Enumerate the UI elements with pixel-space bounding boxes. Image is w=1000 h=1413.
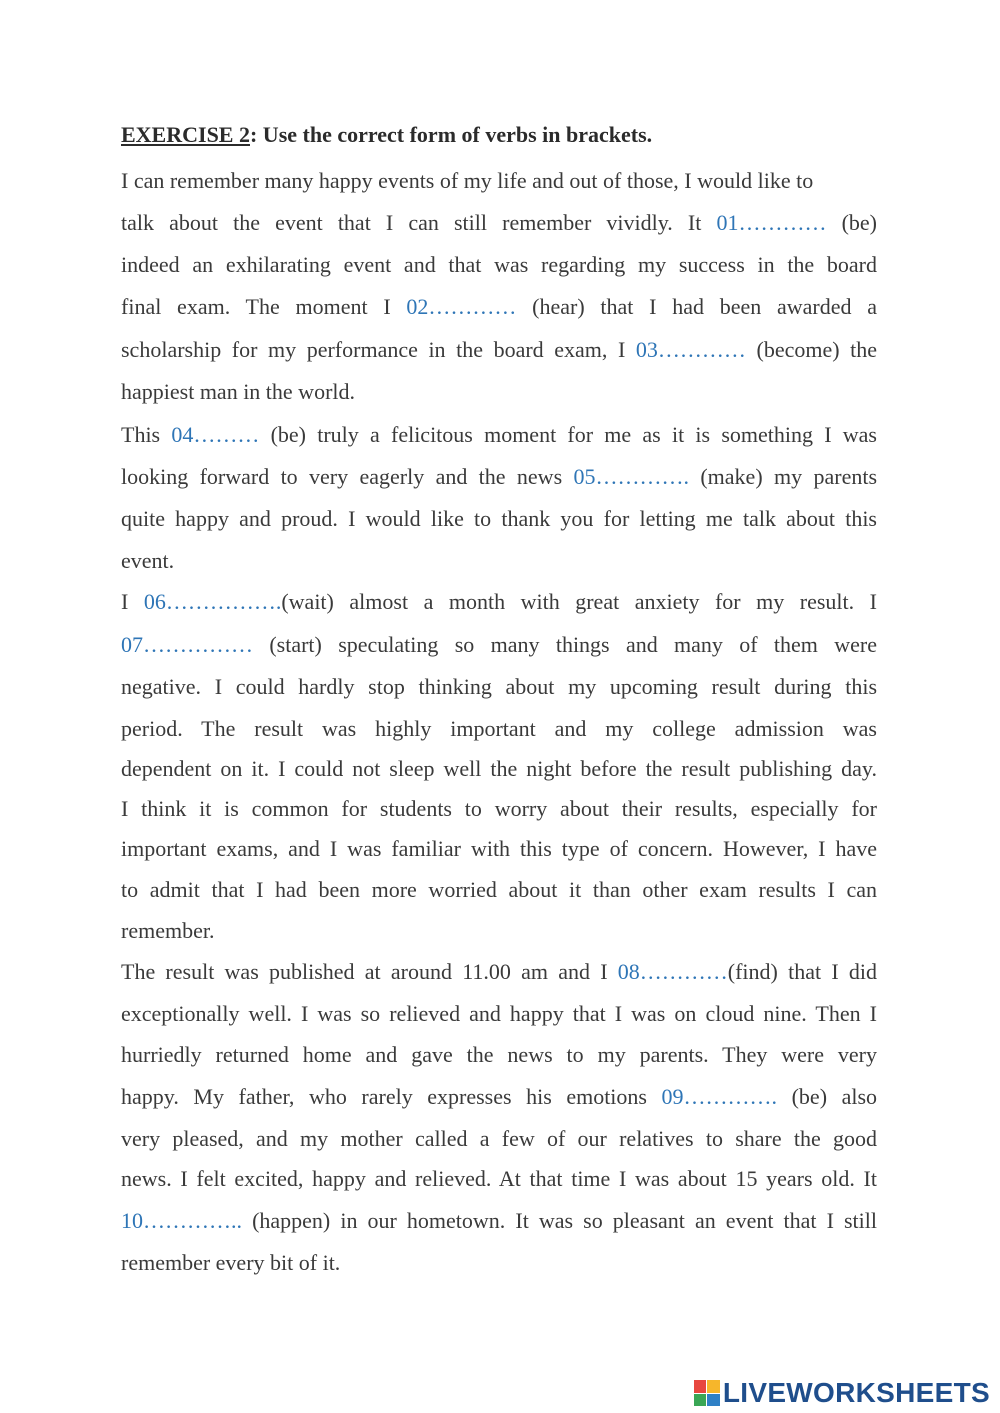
passage-line — [121, 959, 877, 985]
verb-hint: (make) my parents — [689, 464, 878, 489]
answer-blank[interactable]: 08………… — [617, 959, 728, 984]
exercise-number: EXERCISE 2 — [121, 122, 250, 147]
answer-blank[interactable]: 06……………. — [143, 589, 282, 614]
passage-line — [121, 1208, 877, 1234]
verb-hint: (wait) almost a month with great anxiety for my result. I — [281, 589, 877, 614]
answer-blank[interactable]: 03………… — [635, 337, 746, 362]
passage-line: very pleased, and my mother called a few of our relatives to share the good — [121, 1126, 877, 1151]
answer-blank[interactable]: 04……… — [171, 422, 260, 447]
logo-square-green — [694, 1394, 707, 1407]
passage-line: news. I felt excited, happy and relieved. At that time I was about 15 years old. It — [121, 1166, 877, 1191]
passage-line — [121, 210, 877, 236]
verb-hint: (be) — [826, 210, 877, 235]
verb-hint: (be) truly a felicitous moment for me as it is something I was — [259, 422, 877, 447]
logo-square-blue — [707, 1394, 720, 1407]
line-text: I — [121, 589, 144, 614]
passage-line — [121, 464, 877, 490]
answer-blank[interactable]: 02………… — [406, 294, 517, 319]
passage-line — [121, 632, 877, 658]
verb-hint: (start) speculating so many things and many of them were — [253, 632, 877, 657]
line-text: final exam. The moment I — [121, 294, 407, 319]
answer-blank[interactable]: 10………….. — [121, 1208, 242, 1233]
passage-line — [121, 337, 877, 363]
line-text: looking forward to very eagerly and the news — [121, 464, 574, 489]
line-text: happy. My father, who rarely expresses his emotions — [121, 1084, 662, 1109]
passage-line: important exams, and I was familiar with this type of concern. However, I have — [121, 836, 877, 861]
passage-line: event. — [121, 548, 175, 573]
liveworksheets-logo — [694, 1376, 990, 1410]
passage-line — [121, 422, 877, 448]
line-text: talk about the event that I can still remember vividly. It — [121, 210, 717, 235]
passage-line: I can remember many happy events of my life and out of those, I would like to — [121, 168, 814, 193]
passage-line: period. The result was highly important and my college admission was — [121, 716, 877, 741]
logo-text: LIVEWORKSHEETS — [722, 1377, 990, 1408]
verb-hint: (become) the — [745, 337, 878, 362]
passage-line: quite happy and proud. I would like to thank you for letting me talk about this — [121, 506, 877, 531]
line-text: The result was published at around 11.00 am and I — [121, 959, 618, 984]
verb-hint: (be) also — [777, 1084, 878, 1109]
verb-hint: (happen) in our hometown. It was so pleasant an event that I still — [242, 1208, 877, 1233]
passage-line: indeed an exhilarating event and that was regarding my success in the board — [121, 252, 877, 277]
logo-square-red — [694, 1380, 707, 1393]
passage-line: remember. — [121, 918, 215, 943]
passage-line — [121, 1084, 877, 1110]
passage-line: hurriedly returned home and gave the news to my parents. They were very — [121, 1042, 877, 1067]
answer-blank[interactable]: 05…………. — [573, 464, 689, 489]
verb-hint: (hear) that I had been awarded a — [516, 294, 877, 319]
line-text: This — [121, 422, 172, 447]
passage-line: exceptionally well. I was so relieved and happy that I was on cloud nine. Then I — [121, 1001, 877, 1026]
passage-line: remember every bit of it. — [121, 1250, 341, 1275]
passage-line: I think it is common for students to worry about their results, especially for — [121, 796, 877, 821]
exercise-heading — [121, 122, 652, 148]
line-text: scholarship for my performance in the board exam, I — [121, 337, 636, 362]
logo-square-yellow — [707, 1380, 720, 1393]
answer-blank[interactable]: 09…………. — [661, 1084, 778, 1109]
exercise-instruction: : Use the correct form of verbs in brackets. — [249, 122, 653, 147]
passage-line: dependent on it. I could not sleep well the night before the result publishing day. — [121, 756, 877, 781]
answer-blank[interactable]: 07…………… — [121, 632, 253, 657]
passage-line: happiest man in the world. — [121, 379, 356, 404]
passage-line — [121, 589, 877, 615]
passage-line: negative. I could hardly stop thinking about my upcoming result during this — [121, 674, 877, 699]
passage-line — [121, 294, 877, 320]
verb-hint: (find) that I did — [727, 959, 877, 984]
answer-blank[interactable]: 01………… — [716, 210, 827, 235]
passage-line: to admit that I had been more worried about it than other exam results I can — [121, 877, 877, 902]
logo-icon — [694, 1380, 720, 1406]
